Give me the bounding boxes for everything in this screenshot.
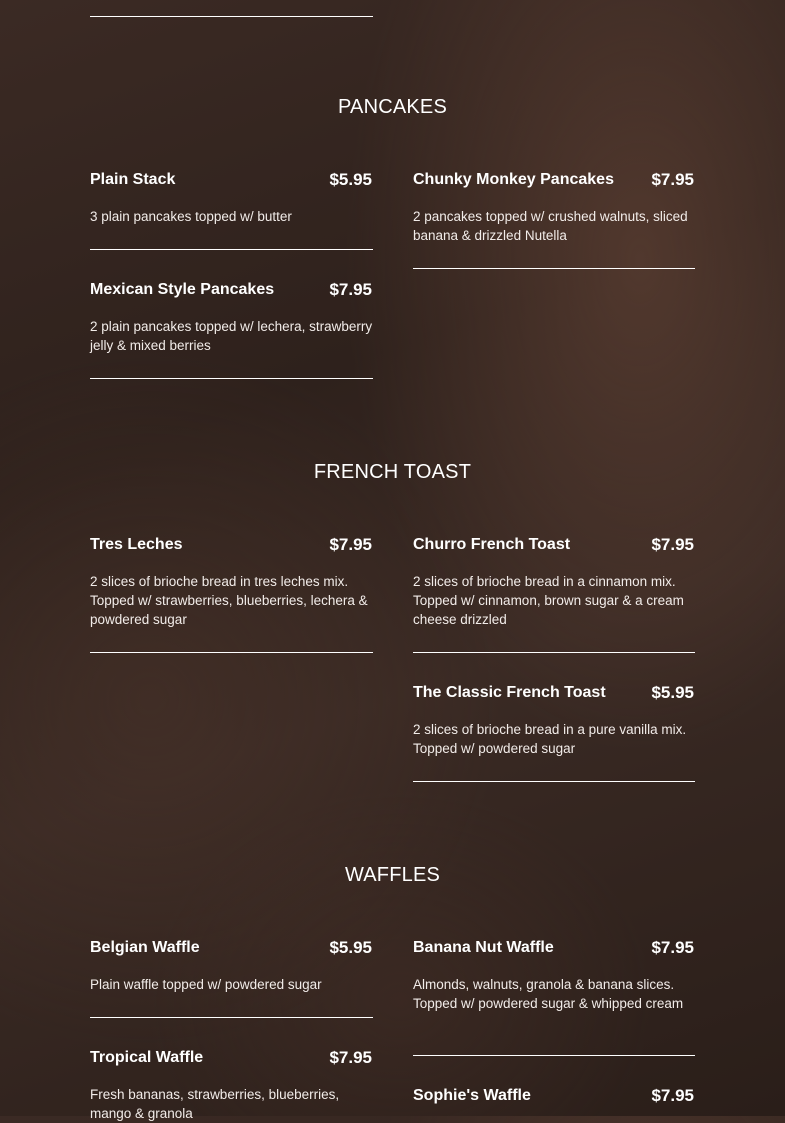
item-name: Churro French Toast — [413, 536, 571, 553]
menu-item — [90, 536, 373, 653]
item-description: 2 pancakes topped w/ crushed walnuts, sliced banana & drizzled Nutella — [413, 209, 688, 243]
item-name: Sophie's Waffle — [413, 1087, 531, 1104]
item-description: Fresh bananas, strawberries, blueberries, mango & granola — [90, 1087, 340, 1121]
item-price: $7.95 — [329, 280, 372, 299]
menu-item — [413, 1087, 695, 1112]
item-description: 2 slices of brioche bread in a cinnamon mix. Topped w/ cinnamon, brown sugar & a cream cheese drizzled — [413, 574, 684, 627]
item-price: $7.95 — [329, 535, 372, 554]
item-name: Tres Leches — [90, 536, 183, 553]
item-price: $5.95 — [651, 683, 694, 702]
item-description: Almonds, walnuts, granola & banana slices. Topped w/ powdered sugar & whipped cream — [413, 977, 684, 1011]
item-name: Plain Stack — [90, 171, 176, 188]
item-name: Tropical Waffle — [90, 1049, 204, 1066]
item-description: 2 slices of brioche bread in tres leches mix. Topped w/ strawberries, blueberries, lechera & powdered sugar — [90, 574, 368, 627]
menu-item — [90, 1048, 373, 1121]
item-description: 2 plain pancakes topped w/ lechera, strawberry jelly & mixed berries — [90, 319, 373, 353]
menu-item — [90, 171, 373, 250]
item-price: $7.95 — [329, 1048, 372, 1067]
item-price: $7.95 — [651, 170, 694, 189]
section-title: PANCAKES — [337, 96, 448, 118]
divider-rule — [90, 16, 373, 17]
item-price: $7.95 — [651, 535, 694, 554]
item-price: $7.95 — [651, 1086, 694, 1105]
menu-item — [90, 939, 373, 1018]
item-price: $7.95 — [651, 938, 694, 957]
item-price: $5.95 — [329, 170, 372, 189]
item-description: 2 slices of brioche bread in a pure vanilla mix. Topped w/ powdered sugar — [413, 722, 687, 756]
menu-item — [413, 536, 695, 653]
item-name: Mexican Style Pancakes — [90, 281, 275, 298]
item-description: Plain waffle topped w/ powdered sugar — [90, 977, 322, 992]
item-name: Chunky Monkey Pancakes — [413, 171, 614, 188]
item-name: Banana Nut Waffle — [413, 939, 554, 956]
section-title: FRENCH TOAST — [313, 461, 472, 483]
menu-item — [413, 171, 695, 269]
section-title: WAFFLES — [344, 864, 441, 886]
item-name: Belgian Waffle — [90, 939, 200, 956]
item-price: $5.95 — [329, 938, 372, 957]
menu-item — [413, 684, 695, 782]
menu-item — [90, 281, 373, 379]
menu-item — [413, 939, 695, 1056]
item-name: The Classic French Toast — [413, 684, 606, 701]
item-description: 3 plain pancakes topped w/ butter — [90, 209, 292, 224]
